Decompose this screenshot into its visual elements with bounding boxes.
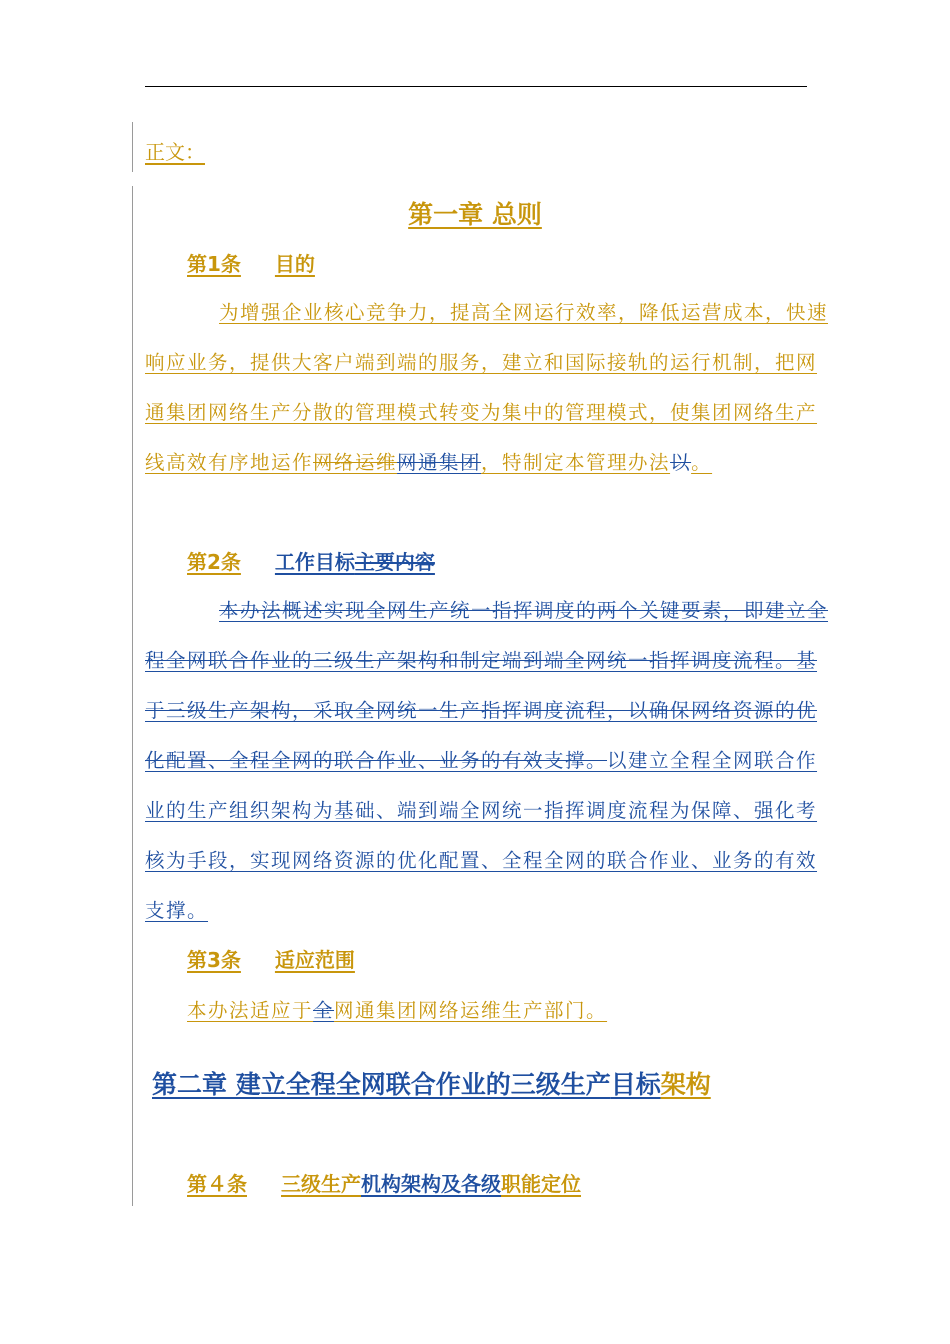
inserted-text: 以建立全程全网联合作业的生产组织架构为基础、端到端全网统一指挥调度流程为保障、强化考核为手段，实现网络资源的优化配置、全程全网的联合作业、业务的有效支撑。 — [145, 749, 818, 922]
article-4-heading — [187, 1170, 581, 1198]
header-rule — [145, 86, 807, 87]
deleted-text: 以 — [670, 451, 692, 474]
article-2-paragraph — [145, 586, 835, 936]
article-title: 三级生产 — [281, 1172, 361, 1196]
inserted-text: 为增强企业核心竞争力，提高全网运行效率，降低运营成本，快速响应业务，提供大客户端到端的服务，建立和国际接轨的运行机制，把网通集团网络生产分散的管理模式转变为集中的管理模式，使集团网络生产线高效有序地运作 — [145, 301, 829, 474]
inserted-text: ，特制定本管理办法 — [481, 451, 671, 474]
article-title: 目的 — [274, 252, 315, 276]
revised-text: 网通集团 — [397, 451, 482, 474]
article-1-heading — [187, 250, 315, 278]
article-3-heading — [187, 946, 355, 974]
article-number: 第1条 — [187, 252, 241, 276]
article-number: 第2条 — [187, 550, 241, 574]
article-title: 工作目标 — [274, 550, 355, 574]
article-number: 第４条 — [187, 1172, 247, 1196]
deleted-title: 主要内容 — [354, 550, 435, 574]
deleted-text: 全 — [313, 999, 335, 1022]
article-1-paragraph — [145, 288, 835, 488]
chapter-2-heading — [152, 1068, 711, 1102]
chapter-2-inserted: 目标 — [610, 1070, 661, 1099]
article-3-paragraph — [187, 986, 807, 1036]
inserted-text: 。 — [691, 451, 713, 474]
chapter-2-title-end: 架构 — [660, 1070, 711, 1099]
article-title: 适应范围 — [274, 948, 355, 972]
inserted-text: 网通集团 — [334, 999, 419, 1022]
body-label: 正文： — [145, 140, 205, 164]
deleted-text: 本办法概述实现全网生产统一指挥调度的两个关键要素，即建立全程全网联合作业的三级生产架构和制定端到端全网统一指挥调度流程。基于三级生产架构，采取全网统一生产指挥调度流程，以确保网络资源的优化配置、全程全网的联合作业、业务的有效支撑。 — [145, 599, 829, 772]
inserted-text: 本办法适应于 — [187, 999, 314, 1022]
article-number: 第3条 — [187, 948, 241, 972]
article-title-end: 职能定位 — [501, 1172, 581, 1196]
article-title-inserted: 机构架构及各级 — [361, 1172, 501, 1196]
article-2-heading — [187, 548, 435, 576]
chapter-2-title: 第二章 建立全程全网联合作业的三级生产 — [152, 1070, 611, 1099]
chapter-1-heading: 第一章 总则 — [408, 200, 542, 229]
revision-bar — [132, 186, 133, 1206]
revision-bar — [132, 122, 133, 172]
inserted-text: 网络运维生产部门。 — [418, 999, 608, 1022]
deleted-text: 网络运维 — [313, 451, 398, 474]
